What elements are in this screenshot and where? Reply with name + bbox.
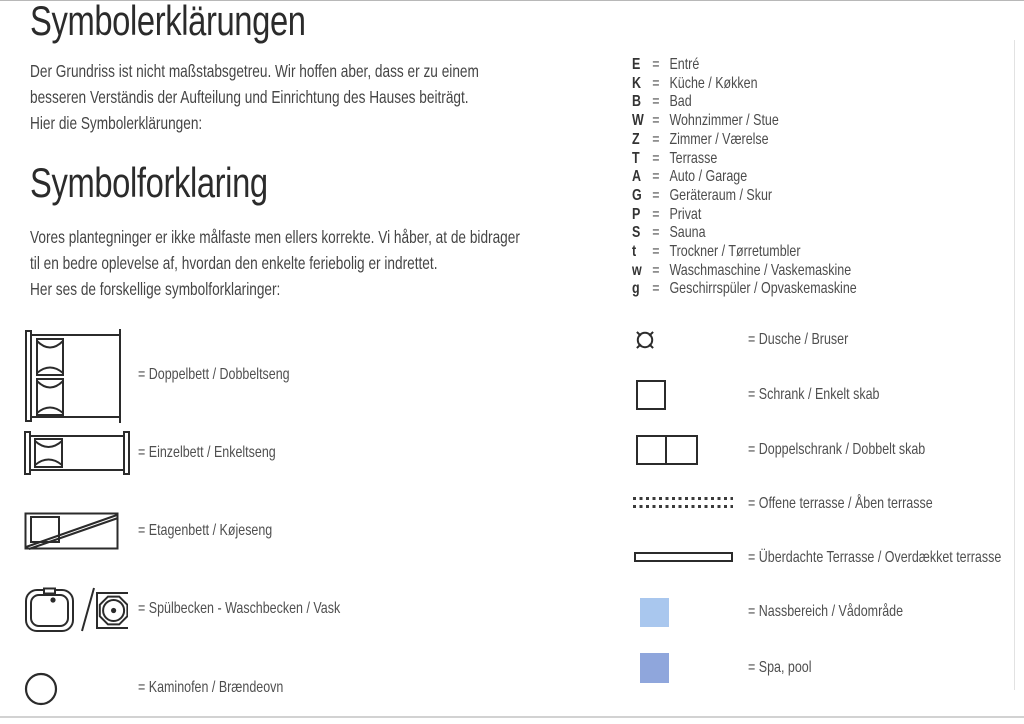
intro-de-line: besseren Verständis der Aufteilung und Einrichtung des Hauses beiträgt.: [30, 87, 469, 107]
symbol-label: = Spülbecken - Waschbecken / Vask: [138, 600, 341, 617]
room-code-label: Bad: [669, 93, 692, 111]
equals-sign: =: [652, 130, 660, 148]
room-code-letter: K: [632, 74, 642, 92]
room-code-row: [632, 206, 1006, 225]
room-code-label: Waschmaschine / Vaskemaskine: [669, 261, 852, 279]
symbol-label: = Doppelschrank / Dobbelt skab: [748, 441, 926, 458]
room-code-row: [632, 150, 1006, 169]
equals-sign: =: [652, 74, 660, 92]
intro-da-line: til en bedre oplevelse af, hvordan den enkelte feriebolig er indrettet.: [30, 253, 438, 273]
room-code-row: [632, 280, 1006, 299]
single-bed-icon: [23, 430, 131, 476]
shower-icon: [632, 327, 658, 353]
room-code-row: [632, 262, 1006, 281]
page-right-edge: [1014, 40, 1015, 690]
equals-sign: =: [652, 112, 660, 130]
room-code-letter: t: [632, 243, 637, 261]
room-code-letter: w: [632, 261, 642, 279]
room-code-row: [632, 224, 1006, 243]
room-code-row: [632, 131, 1006, 150]
room-code-letter: W: [632, 112, 644, 130]
room-code-label: Geräteraum / Skur: [669, 186, 773, 204]
room-code-letter: g: [632, 280, 640, 298]
dotted-line: [633, 505, 733, 508]
room-code-row: [632, 112, 1006, 131]
room-code-label: Auto / Garage: [669, 168, 748, 186]
room-code-label: Terrasse: [669, 149, 718, 167]
room-code-label: Sauna: [669, 224, 706, 242]
room-code-row: [632, 93, 1006, 112]
room-code-row: [632, 168, 1006, 187]
equals-sign: =: [652, 56, 660, 73]
equals-sign: =: [652, 149, 660, 167]
page-title-german: Symbolerklärungen: [30, 0, 306, 44]
room-code-label: Entré: [669, 56, 700, 73]
room-code-letter: B: [632, 93, 642, 111]
bunk-bed-icon: [24, 511, 119, 550]
equals-sign: =: [652, 261, 660, 279]
room-code-row: [632, 75, 1006, 94]
single-cabinet-icon: [636, 380, 666, 410]
room-code-label: Geschirrspüler / Opvaskemaskine: [669, 280, 857, 298]
room-code-letter: S: [632, 224, 641, 242]
symbol-label: = Dusche / Bruser: [748, 331, 849, 348]
symbol-label: = Einzelbett / Enkeltseng: [138, 444, 276, 461]
open-terrace-icon: [633, 497, 733, 508]
symbol-label: = Spa, pool: [748, 659, 812, 676]
intro-da-line: Her ses de forskellige symbolforklaringer:: [30, 279, 281, 299]
equals-sign: =: [652, 205, 660, 223]
room-code-letter: Z: [632, 130, 640, 148]
intro-paragraph-danish: [30, 224, 520, 302]
room-code-legend: [632, 56, 1006, 299]
double-bed-icon: [24, 328, 126, 424]
room-code-label: Wohnzimmer / Stue: [669, 112, 779, 130]
equals-sign: =: [652, 168, 660, 186]
covered-terrace-icon: [634, 552, 733, 562]
room-code-label: Trockner / Tørretumbler: [669, 243, 801, 261]
equals-sign: =: [652, 186, 660, 204]
symbol-label: = Kaminofen / Brændeovn: [138, 679, 284, 696]
equals-sign: =: [652, 243, 660, 261]
symbol-label: = Etagenbett / Køjeseng: [138, 522, 273, 539]
room-code-label: Küche / Køkken: [669, 74, 758, 92]
room-code-row: [632, 187, 1006, 206]
intro-da-line: Vores plantegninger er ikke målfaste men ellers korrekte. Vi håber, at de bidrager: [30, 227, 520, 247]
wet-area-swatch: [640, 598, 669, 627]
page-bottom-edge: [0, 716, 1024, 718]
symbol-label: = Doppelbett / Dobbeltseng: [138, 366, 290, 383]
room-code-letter: G: [632, 186, 642, 204]
room-code-letter: A: [632, 168, 642, 186]
wood-stove-icon: [24, 672, 58, 706]
intro-de-line: Hier die Symbolerklärungen:: [30, 113, 203, 133]
room-code-letter: P: [632, 205, 641, 223]
room-code-letter: T: [632, 149, 640, 167]
symbol-label: = Nassbereich / Vådområde: [748, 603, 904, 620]
equals-sign: =: [652, 224, 660, 242]
equals-sign: =: [652, 93, 660, 111]
room-code-label: Zimmer / Værelse: [669, 130, 769, 148]
intro-de-line: Der Grundriss ist nicht maßstabsgetreu. Wir hoffen aber, dass er zu einem: [30, 61, 479, 81]
spa-pool-swatch: [640, 653, 669, 683]
room-code-row: [632, 243, 1006, 262]
room-code-label: Privat: [669, 205, 702, 223]
symbol-label: = Offene terrasse / Åben terrasse: [748, 495, 933, 512]
intro-paragraph-german: [30, 58, 479, 136]
equals-sign: =: [652, 280, 660, 298]
symbol-label: = Schrank / Enkelt skab: [748, 386, 880, 403]
sink-washbasin-icon: [24, 586, 128, 633]
symbol-label: = Überdachte Terrasse / Overdækket terrasse: [748, 549, 1002, 566]
room-code-row: [632, 56, 1006, 75]
room-code-letter: E: [632, 56, 641, 73]
page-title-danish: Symbolforklaring: [30, 159, 268, 206]
cabinet-divider: [638, 437, 667, 463]
double-cabinet-icon: [636, 435, 698, 465]
